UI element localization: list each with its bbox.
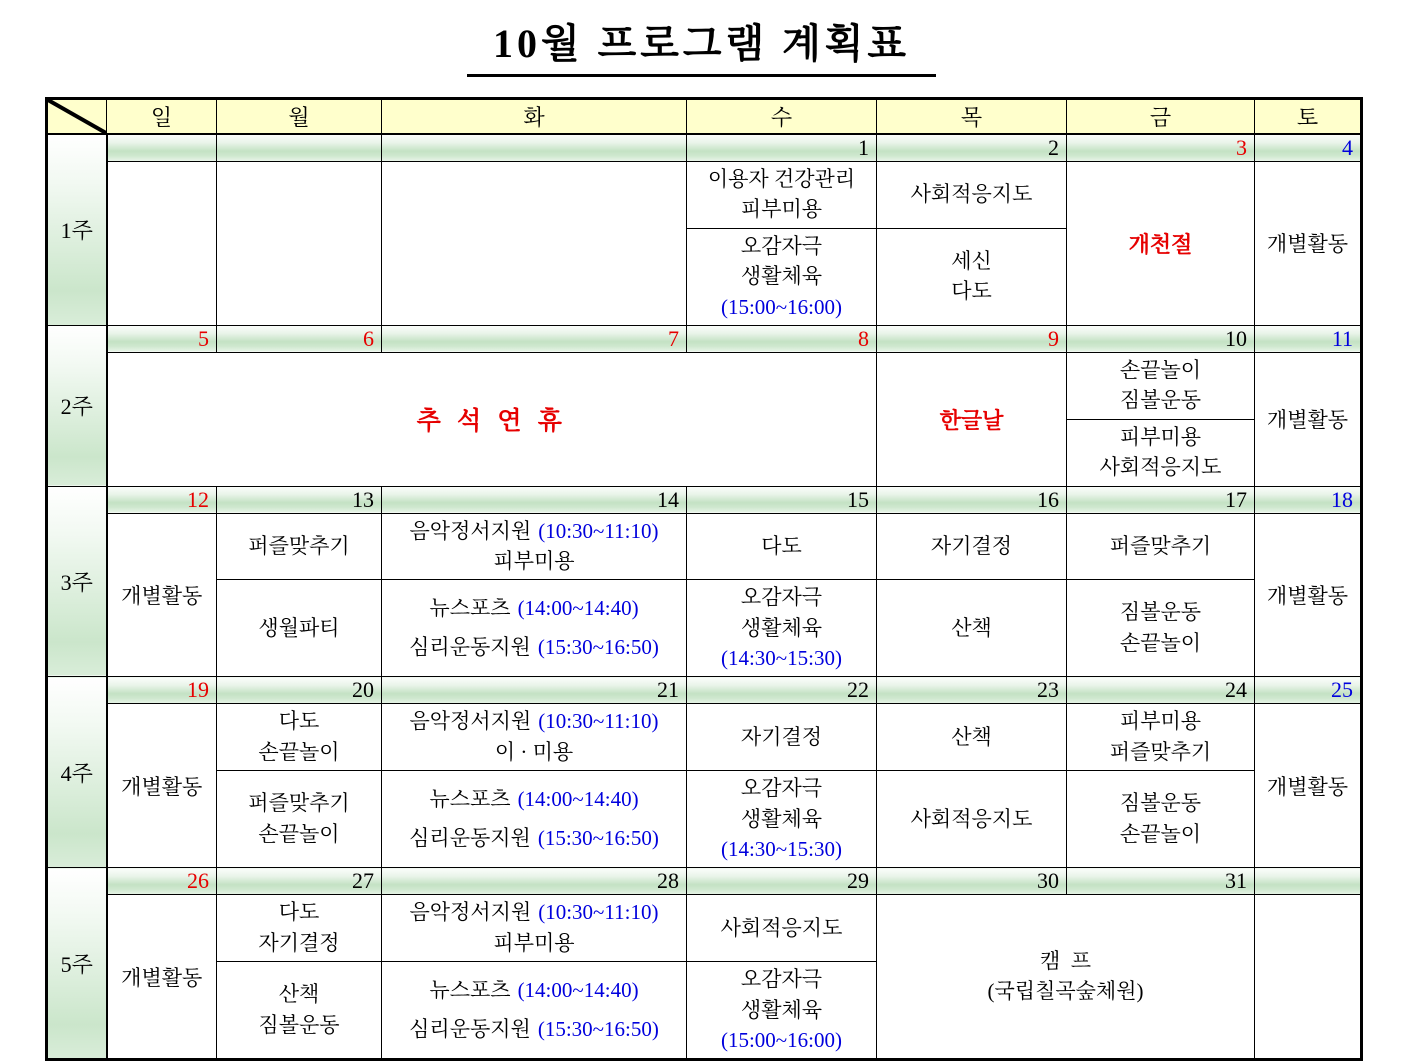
cell-w1-mon-empty xyxy=(217,162,382,326)
date-cell: 14 xyxy=(382,486,687,513)
cell-w3-wed-top: 다도 xyxy=(687,513,877,580)
table-header xyxy=(47,99,1362,135)
cell-w4-tue-top: 음악정서지원 (10:30~11:10) 이 · 미용 xyxy=(382,704,687,771)
cell-w1-thu-top: 사회적응지도 xyxy=(877,162,1067,229)
cell-w1-thu-bottom: 세신 다도 xyxy=(877,228,1067,325)
date-cell: 1 xyxy=(687,134,877,162)
week4-date-row xyxy=(47,677,1362,704)
date-cell: 26 xyxy=(107,868,217,895)
cell-w1-wed-bottom: 오감자극 생활체육 (15:00~16:00) xyxy=(687,228,877,325)
cell-w3-fri-top: 퍼즐맞추기 xyxy=(1067,513,1255,580)
cell-w3-tue-top: 음악정서지원 (10:30~11:10) 피부미용 xyxy=(382,513,687,580)
date-cell: 3 xyxy=(1067,134,1255,162)
cell-w4-sat: 개별활동 xyxy=(1255,704,1362,868)
cell-w5-tue-bottom: 뉴스포츠 (14:00~14:40) 심리운동지원 (15:30~16:50) xyxy=(382,962,687,1060)
date-cell: 23 xyxy=(877,677,1067,704)
cell-w3-mon-bottom: 생월파티 xyxy=(217,580,382,677)
week4-bottom-row xyxy=(47,771,1362,868)
cell-w4-fri-bottom: 짐볼운동 손끝놀이 xyxy=(1067,771,1255,868)
week3-label: 3주 xyxy=(47,486,107,677)
week5-label: 5주 xyxy=(47,868,107,1060)
week3-bottom-row xyxy=(47,580,1362,677)
cell-w3-sat: 개별활동 xyxy=(1255,513,1362,677)
cell-w4-sun: 개별활동 xyxy=(107,704,217,868)
cell-w4-fri-top: 피부미용 퍼즐맞추기 xyxy=(1067,704,1255,771)
date-cell xyxy=(382,134,687,162)
week5-top-row xyxy=(47,895,1362,962)
date-cell: 29 xyxy=(687,868,877,895)
cell-w5-mon-top: 다도 자기결정 xyxy=(217,895,382,962)
page-title: 10월 프로그램 계획표 xyxy=(467,22,936,77)
title-area xyxy=(0,0,1403,77)
cell-w5-wed-top: 사회적응지도 xyxy=(687,895,877,962)
cell-w5-sat-empty xyxy=(1255,895,1362,1060)
cell-w5-sun: 개별활동 xyxy=(107,895,217,1060)
cell-w5-mon-bottom: 산책 짐볼운동 xyxy=(217,962,382,1060)
cell-w5-camp: 캠 프 (국립칠곡숲체원) xyxy=(877,895,1255,1060)
cell-w3-wed-bottom: 오감자극 생활체육 (14:30~15:30) xyxy=(687,580,877,677)
column-header-sun: 일 xyxy=(107,99,217,135)
date-cell: 19 xyxy=(107,677,217,704)
date-cell: 18 xyxy=(1255,486,1362,513)
cell-w2-thu-hangul-day: 한글날 xyxy=(877,352,1067,486)
date-cell: 27 xyxy=(217,868,382,895)
column-header-sat: 토 xyxy=(1255,99,1362,135)
date-cell: 4 xyxy=(1255,134,1362,162)
cell-w4-mon-bottom: 퍼즐맞추기 손끝놀이 xyxy=(217,771,382,868)
date-cell: 2 xyxy=(877,134,1067,162)
date-cell: 8 xyxy=(687,325,877,352)
cell-w1-sun-empty xyxy=(107,162,217,326)
corner-cell xyxy=(47,99,107,135)
column-header-thu: 목 xyxy=(877,99,1067,135)
date-cell: 6 xyxy=(217,325,382,352)
date-cell: 7 xyxy=(382,325,687,352)
date-cell: 13 xyxy=(217,486,382,513)
week2-date-row xyxy=(47,325,1362,352)
column-header-mon: 월 xyxy=(217,99,382,135)
date-cell: 24 xyxy=(1067,677,1255,704)
cell-w4-thu-top: 산책 xyxy=(877,704,1067,771)
week3-top-row xyxy=(47,513,1362,580)
week5-date-row xyxy=(47,868,1362,895)
date-cell: 17 xyxy=(1067,486,1255,513)
date-cell xyxy=(107,134,217,162)
column-header-fri: 금 xyxy=(1067,99,1255,135)
column-header-tue: 화 xyxy=(382,99,687,135)
cell-w4-mon-top: 다도 손끝놀이 xyxy=(217,704,382,771)
cell-w1-wed-top: 이용자 건강관리 피부미용 xyxy=(687,162,877,229)
week1-top-row xyxy=(47,162,1362,229)
date-cell: 28 xyxy=(382,868,687,895)
cell-w3-mon-top: 퍼즐맞추기 xyxy=(217,513,382,580)
column-header-wed: 수 xyxy=(687,99,877,135)
date-cell: 31 xyxy=(1067,868,1255,895)
date-cell: 5 xyxy=(107,325,217,352)
date-cell: 22 xyxy=(687,677,877,704)
cell-w3-fri-bottom: 짐볼운동 손끝놀이 xyxy=(1067,580,1255,677)
date-cell xyxy=(217,134,382,162)
week1-date-row xyxy=(47,134,1362,162)
cell-w1-tue-empty xyxy=(382,162,687,326)
date-cell: 12 xyxy=(107,486,217,513)
cell-w2-fri-bottom: 피부미용 사회적응지도 xyxy=(1067,419,1255,486)
cell-w4-tue-bottom: 뉴스포츠 (14:00~14:40) 심리운동지원 (15:30~16:50) xyxy=(382,771,687,868)
cell-w2-fri-top: 손끝놀이 짐볼운동 xyxy=(1067,352,1255,419)
cell-w3-sun: 개별활동 xyxy=(107,513,217,677)
date-cell: 16 xyxy=(877,486,1067,513)
cell-w2-sat: 개별활동 xyxy=(1255,352,1362,486)
date-cell: 10 xyxy=(1067,325,1255,352)
cell-w5-tue-top: 음악정서지원 (10:30~11:10) 피부미용 xyxy=(382,895,687,962)
cell-w3-thu-bottom: 산책 xyxy=(877,580,1067,677)
cell-w5-wed-bottom: 오감자극 생활체육 (15:00~16:00) xyxy=(687,962,877,1060)
date-cell xyxy=(1255,868,1362,895)
cell-w4-wed-top: 자기결정 xyxy=(687,704,877,771)
date-cell: 11 xyxy=(1255,325,1362,352)
cell-w1-sat: 개별활동 xyxy=(1255,162,1362,326)
header-row xyxy=(47,99,1362,135)
date-cell: 21 xyxy=(382,677,687,704)
cell-w3-tue-bottom: 뉴스포츠 (14:00~14:40) 심리운동지원 (15:30~16:50) xyxy=(382,580,687,677)
date-cell: 30 xyxy=(877,868,1067,895)
date-cell: 25 xyxy=(1255,677,1362,704)
week2-label: 2주 xyxy=(47,325,107,486)
week4-label: 4주 xyxy=(47,677,107,868)
cell-w4-thu-bottom: 사회적응지도 xyxy=(877,771,1067,868)
cell-w4-wed-bottom: 오감자극 생활체육 (14:30~15:30) xyxy=(687,771,877,868)
date-cell: 20 xyxy=(217,677,382,704)
diagonal-line-icon xyxy=(48,100,106,133)
cell-w1-fri-holiday: 개천절 xyxy=(1067,162,1255,326)
week3-date-row xyxy=(47,486,1362,513)
date-cell: 15 xyxy=(687,486,877,513)
date-cell: 9 xyxy=(877,325,1067,352)
cell-w3-thu-top: 자기결정 xyxy=(877,513,1067,580)
week4-top-row xyxy=(47,704,1362,771)
cell-w2-chuseok-holiday: 추 석 연 휴 xyxy=(107,352,877,486)
week2-top-row xyxy=(47,352,1362,419)
week1-label: 1주 xyxy=(47,134,107,325)
schedule-table xyxy=(45,97,1363,1061)
